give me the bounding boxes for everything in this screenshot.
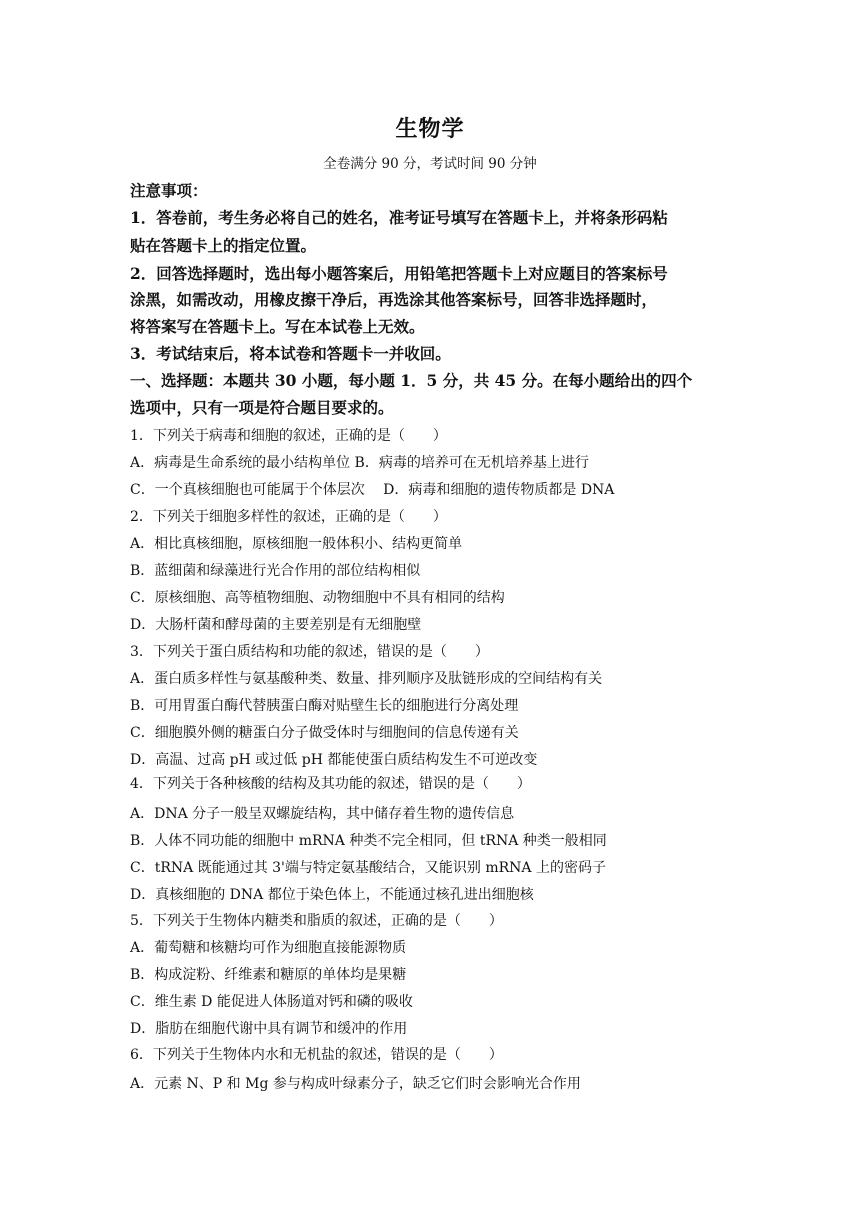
- notice-line: 涂黑，如需改动，用橡皮擦干净后，再选涂其他答案标号，回答非选择题时，: [130, 290, 658, 309]
- section-heading-line: 一、选择题：本题共 30 小题，每小题 1．5 分，共 45 分。在每小题给出的四个: [130, 371, 693, 390]
- question-option: B．蓝细菌和绿藻进行光合作用的部位结构相似: [130, 563, 421, 579]
- notice-line: 2．回答选择题时，选出每小题答案后，用铅笔把答题卡上对应题目的答案标号: [130, 264, 668, 283]
- question-option: C．维生素 D 能促进人体肠道对钙和磷的吸收: [130, 994, 413, 1010]
- question-option: C．tRNA 既能通过其 3'端与特定氨基酸结合，又能识别 mRNA 上的密码子: [130, 860, 606, 876]
- question-option: A．病毒是生命系统的最小结构单位 B．病毒的培养可在无机培养基上进行: [130, 455, 589, 471]
- question-stem: 5．下列关于生物体内糖类和脂质的叙述，正确的是（ ）: [130, 913, 503, 929]
- question-option: B．人体不同功能的细胞中 mRNA 种类不完全相同，但 tRNA 种类一般相同: [130, 833, 607, 849]
- question-option: C．细胞膜外侧的糖蛋白分子做受体时与细胞间的信息传递有关: [130, 725, 519, 741]
- exam-info: 全卷满分 90 分，考试时间 90 分钟: [323, 156, 537, 172]
- section-heading-line: 选项中，只有一项是符合题目要求的。: [130, 398, 394, 417]
- question-option: A．蛋白质多样性与氨基酸种类、数量、排列顺序及肽链形成的空间结构有关: [130, 671, 603, 687]
- notice-heading: 注意事项：: [130, 181, 208, 200]
- question-option: D．大肠杆菌和酵母菌的主要差别是有无细胞壁: [130, 617, 422, 633]
- question-stem: 3．下列关于蛋白质结构和功能的叙述，错误的是（ ）: [130, 644, 489, 660]
- notice-line: 1．答卷前，考生务必将自己的姓名，准考证号填写在答题卡上，并将条形码粘: [130, 208, 668, 227]
- question-stem: 2．下列关于细胞多样性的叙述，正确的是（ ）: [130, 509, 447, 525]
- question-stem: 4．下列关于各种核酸的结构及其功能的叙述，错误的是（ ）: [130, 776, 531, 792]
- question-option: B．可用胃蛋白酶代替胰蛋白酶对贴壁生长的细胞进行分离处理: [130, 698, 519, 714]
- question-option: C．原核细胞、高等植物细胞、动物细胞中不具有相同的结构: [130, 590, 505, 606]
- question-option: C．一个真核细胞也可能属于个体层次 D．病毒和细胞的遗传物质都是 DNA: [130, 482, 615, 498]
- question-option: D．高温、过高 pH 或过低 pH 都能使蛋白质结构发生不可逆改变: [130, 752, 538, 768]
- notice-line: 贴在答题卡上的指定位置。: [130, 236, 317, 255]
- notice-line: 将答案写在答题卡上。写在本试卷上无效。: [130, 317, 425, 336]
- question-option: A．元素 N、P 和 Mg 参与构成叶绿素分子，缺乏它们时会影响光合作用: [130, 1076, 581, 1092]
- question-option: D．真核细胞的 DNA 都位于染色体上，不能通过核孔进出细胞核: [130, 887, 534, 903]
- question-stem: 1．下列关于病毒和细胞的叙述，正确的是（ ）: [130, 428, 447, 444]
- question-option: A．相比真核细胞，原核细胞一般体积小、结构更简单: [130, 536, 463, 552]
- page-title: 生物学: [395, 116, 465, 142]
- notice-line: 3．考试结束后，将本试卷和答题卡一并收回。: [130, 344, 451, 363]
- question-option: A．葡萄糖和核糖均可作为细胞直接能源物质: [130, 940, 407, 956]
- question-option: B．构成淀粉、纤维素和糖原的单体均是果糖: [130, 967, 407, 983]
- question-option: D．脂肪在细胞代谢中具有调节和缓冲的作用: [130, 1021, 408, 1037]
- question-stem: 6．下列关于生物体内水和无机盐的叙述，错误的是（ ）: [130, 1047, 503, 1063]
- question-option: A．DNA 分子一般呈双螺旋结构，其中储存着生物的遗传信息: [130, 806, 515, 822]
